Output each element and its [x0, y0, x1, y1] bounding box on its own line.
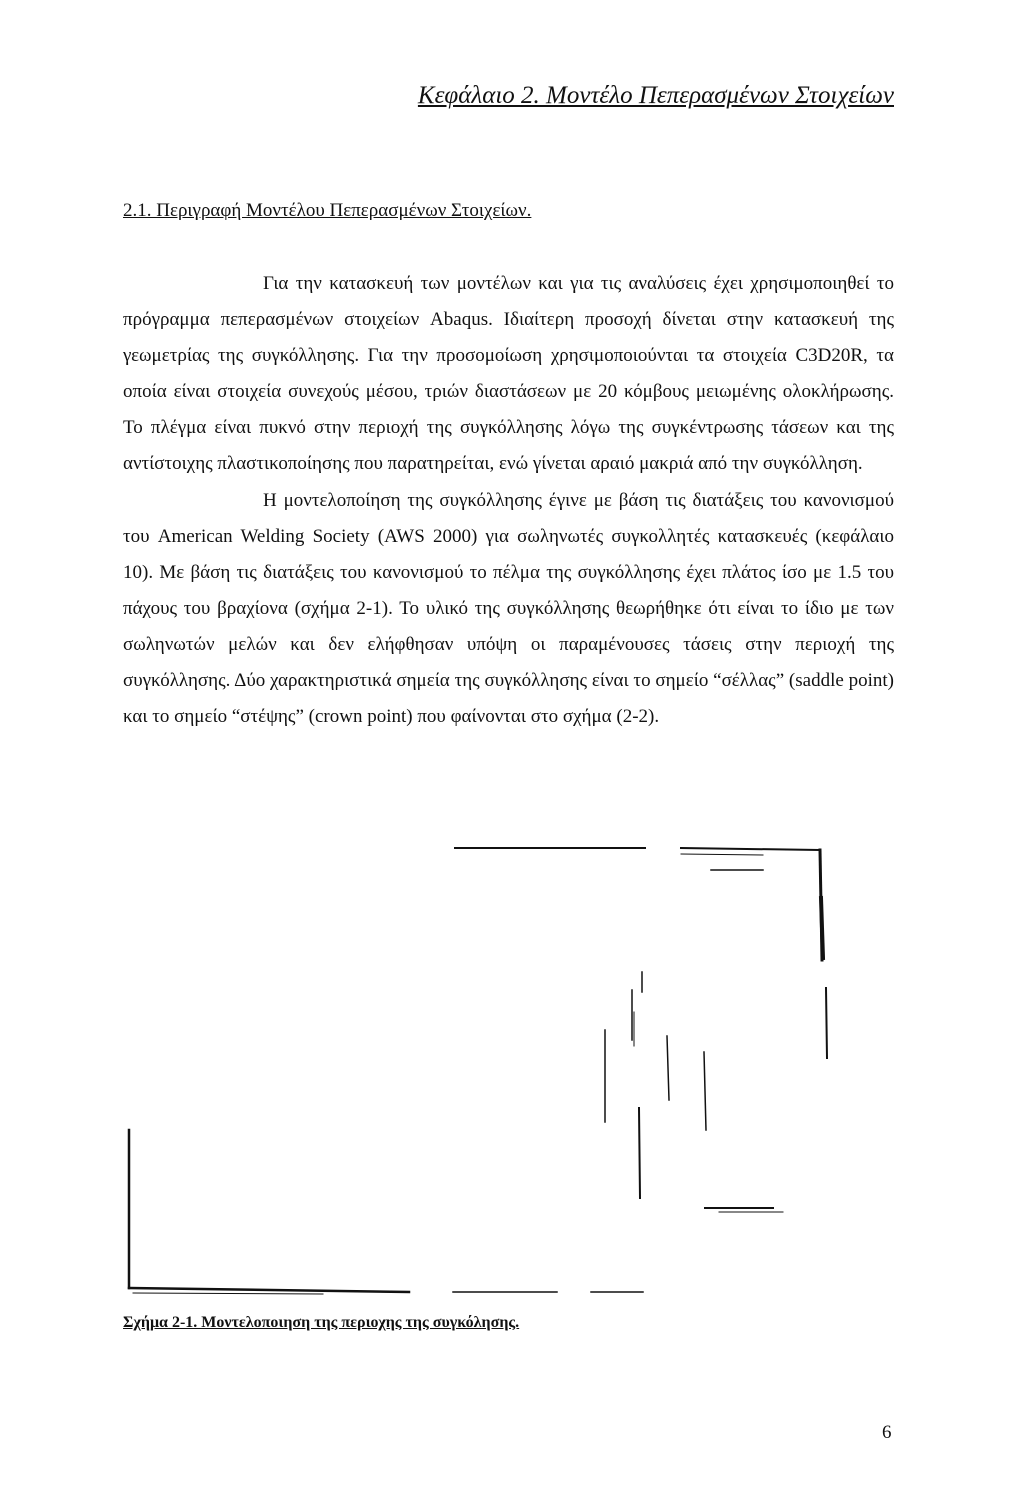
- paragraph-1: Για την κατασκευή των μοντέλων και για τις αναλύσεις έχει χρησιμοποιηθεί το πρόγραμμα πεπερασμένων στοιχείων Abaqus. Ιδιαίτερη προσοχή δίνεται στην κατασκευή της γεωμετρίας της συγκόλλησης. Για την προσομοίωση χρησιμοποιούνται τα στοιχεία C3D20R, τα οποία είναι στοιχεία συνεχούς μέσου, τριών διαστάσεων με 20 κόμβους μειωμένης ολοκλήρωσης. Το πλέγμα είναι πυκνό στην περιοχή της συγκόλλησης λόγω της συγκέντρωσης τάσεων και της αντίστοιχης πλαστικοποίησης που παρατηρείται, ενώ γίνεται αραιό μακριά από την συγκόλληση.: [123, 273, 894, 475]
- figure-bottom-line-left: [129, 1288, 409, 1292]
- paragraph-2: Η μοντελοποίηση της συγκόλλησης έγινε με βάση τις διατάξεις του κανονισμού του American Welding Society (AWS 2000) για σωληνωτές συγκολλητές κατασκευές (κεφάλαιο 10). Με βάση τις διατάξεις του κανονισμού το πέλμα της συγκόλλησης έχει πλάτος ίσο με 1.5 του πάχους του βραχίονα (σχήμα 2-1). Το υλικό της συγκόλλησης θεωρήθηκε ότι είναι το ίδιο με των σωληνωτών μελών και δεν ελήφθησαν υπόψη οι παραμένουσες τάσεις στην περιοχή της συγκόλλησης. Δύο χαρακτηριστικά σημεία της συγκόλλησης είναι το σημείο “σέλλας” (saddle point) και το σημείο “στέψης” (crown point) που φαίνονται στο σχήμα (2-2).: [123, 489, 894, 728]
- chapter-title: Κεφάλαιο 2. Μοντέλο Πεπερασμένων Στοιχείων: [417, 82, 894, 109]
- figure-top-line-right: [681, 848, 819, 850]
- body-text: [123, 266, 894, 735]
- section-title: 2.1. Περιγραφή Μοντέλου Πεπερασμένων Στοιχείων.: [123, 200, 532, 221]
- page-number: 6: [882, 1422, 892, 1443]
- figure-caption: Σχήμα 2-1. Μοντελοποιηση της περιοχης της συγκόλησης.: [123, 1314, 520, 1331]
- weld-model-figure: [123, 840, 843, 1310]
